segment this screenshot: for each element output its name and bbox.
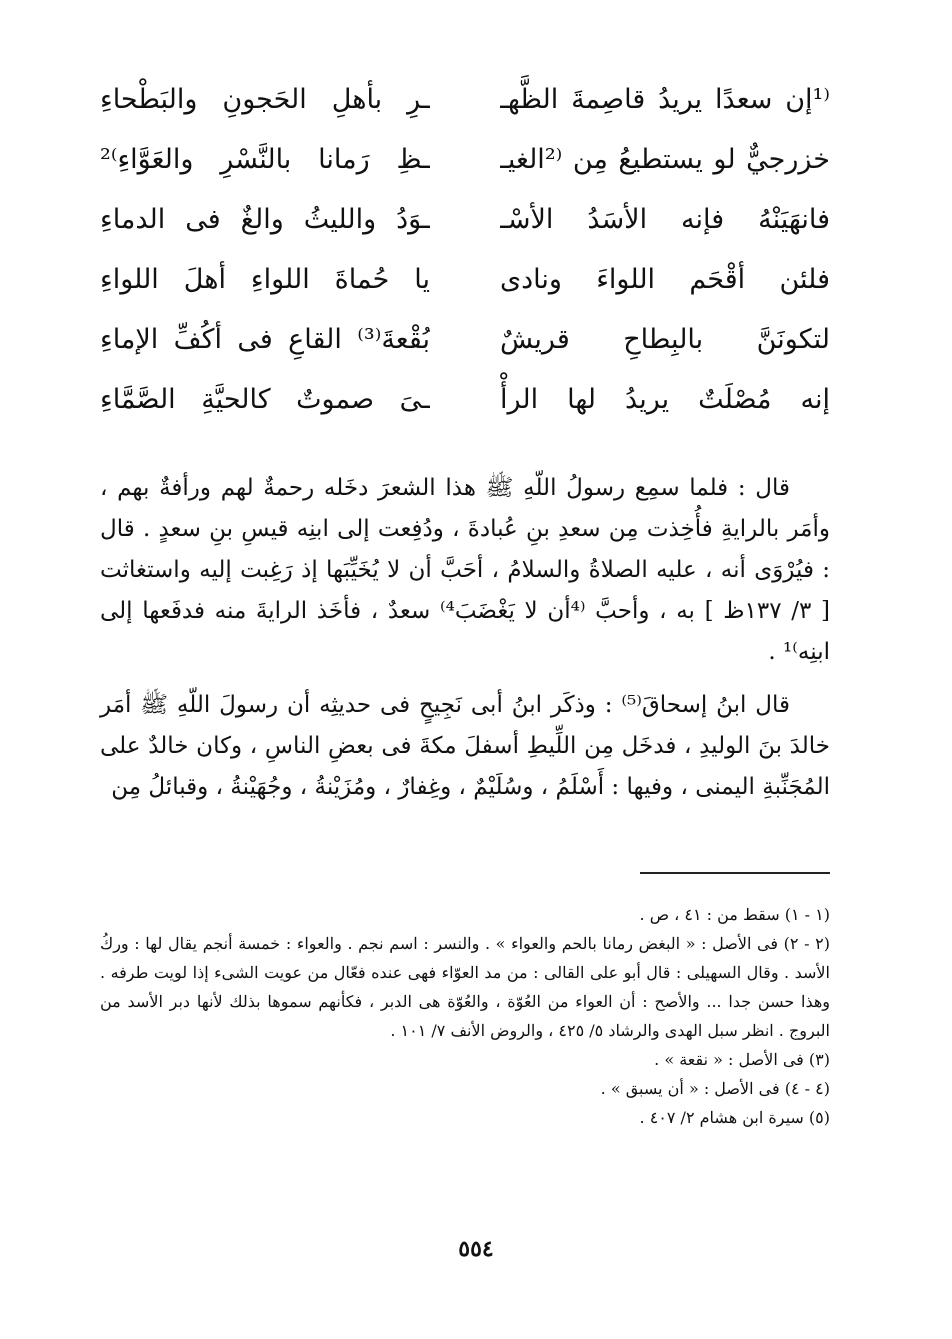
poem: [100, 70, 830, 430]
page-number: ٥٥٤: [458, 1236, 494, 1262]
verse-line: [100, 70, 830, 130]
verse-second-hemistich: ـوَدُ والليثُ والغٌ فى الدماءِ: [100, 204, 430, 235]
footnote: (٣) فى الأصل : « نقعة » .: [654, 1050, 830, 1069]
verse-second-hemistich: ـرِ بأهلِ الحَجونِ والبَطْحاءِ: [100, 84, 430, 115]
footnote: (٥) سيرة ابن هشام ٢/ ٤٠٧ .: [639, 1108, 830, 1127]
verse-first-hemistich: فانهَيَنْهُ فإنه الأسَدُ الأسْـ: [500, 204, 830, 235]
verse-line: [100, 310, 830, 370]
verse-second-hemistich: ـظِ رَمانا بالنَّسْرِ والعَوَّاءِ⁾²: [100, 144, 430, 175]
verse-line: [100, 190, 830, 250]
footnote: (٢ - ٢) فى الأصل : « البغض رمانا بالحم والعواء » . والنسر : اسم نجم . والعواء : خمسة أنجم يقال لها : وركُ الأسد . وقال السهيلى : قال أبو على القالى : من مد العوّاء فهى عنده فعّال من عويت الشىء إذا لويت طرفه . وهذا حسن جدا ... والأصح : أن العواء من العُوّة ، والعُوّة هى الدبر ، فكأنهم سموها بذلك لأنها دبر الأسد من البروج . انظر سبل الهدى والرشاد ٥/ ٤٢٥ ، والروض الأنف ٧/ ١٠١ .: [100, 934, 831, 1040]
verse-line: [100, 130, 830, 190]
verse-second-hemistich: بُقْعةَ⁽³⁾ القاعِ فى أكُفِّ الإماءِ: [100, 324, 430, 355]
footnote-divider: [640, 872, 830, 874]
footnote: (١ - ١) سقط من : ٤١ ، ص .: [639, 905, 830, 924]
body-text: [100, 468, 830, 808]
verse-second-hemistich: يا حُماةَ اللواءِ أهلَ اللواءِ: [100, 264, 430, 295]
verse-first-hemistich: خزرجيٌّ لو يستطيعُ مِن ⁽²الغيـ: [500, 144, 830, 175]
paragraph: قال ابنُ إسحاقَ⁽⁵⁾ : وذكَر ابنُ أبى نَجِيحٍ فى حديثِه أن رسولَ اللّهِ ﷺ أمَر خالدَ بنَ الوليدِ ، فدخَل مِن اللِّيطِ أسفلَ مكةَ فى بعضِ الناسِ ، وكان خالدٌ على المُجَنِّبةِ اليمنى ، وفيها : أَسْلَمُ ، وسُلَيْمٌ ، وغِفارٌ ، ومُزَيْنةُ ، وجُهَيْنةُ ، وقبائلُ مِن: [100, 692, 830, 800]
verse-first-hemistich: لتكونَنَّ بالبِطاحِ قريشٌ: [500, 324, 830, 355]
verse-second-hemistich: ـىَ صموتٌ كالحيَّةِ الصَّمَّاءِ: [100, 384, 430, 415]
footnotes: [100, 900, 830, 1132]
verse-first-hemistich: إنه مُصْلَتٌ يريدُ لها الرأْ: [500, 384, 830, 415]
verse-first-hemistich: ⁽¹إن سعدًا يريدُ قاصِمةَ الظَّهـ: [500, 84, 830, 115]
verse-first-hemistich: فلئن أقْحَم اللواءَ ونادى: [500, 264, 830, 295]
verse-line: [100, 370, 830, 430]
footnote: (٤ - ٤) فى الأصل : « أن يسبق » .: [600, 1079, 830, 1098]
verse-line: [100, 250, 830, 310]
paragraph: قال : فلما سمِع رسولُ اللّهِ ﷺ هذا الشعرَ دخَله رحمةٌ لهم ورأفةٌ بهم ، وأمَر بالرايةِ فأُخِذت مِن سعدِ بنِ عُبادةَ ، ودُفِعت إلى ابنِه قيسِ بنِ سعدٍ . قال : فيُرْوَى أنه ، عليه الصلاةُ والسلامُ ، أحَبَّ أن لا يُخَيِّبَها إذ رَغِبت إليه واستغاثت [ ٣/ ١٣٧ظ ] به ، وأحبَّ ⁽⁴أن لا يَغْضَبَ⁴⁾ سعدٌ ، فأخَذ الرايةَ منه فدفَعها إلى ابنِه⁾¹ .: [100, 475, 831, 665]
